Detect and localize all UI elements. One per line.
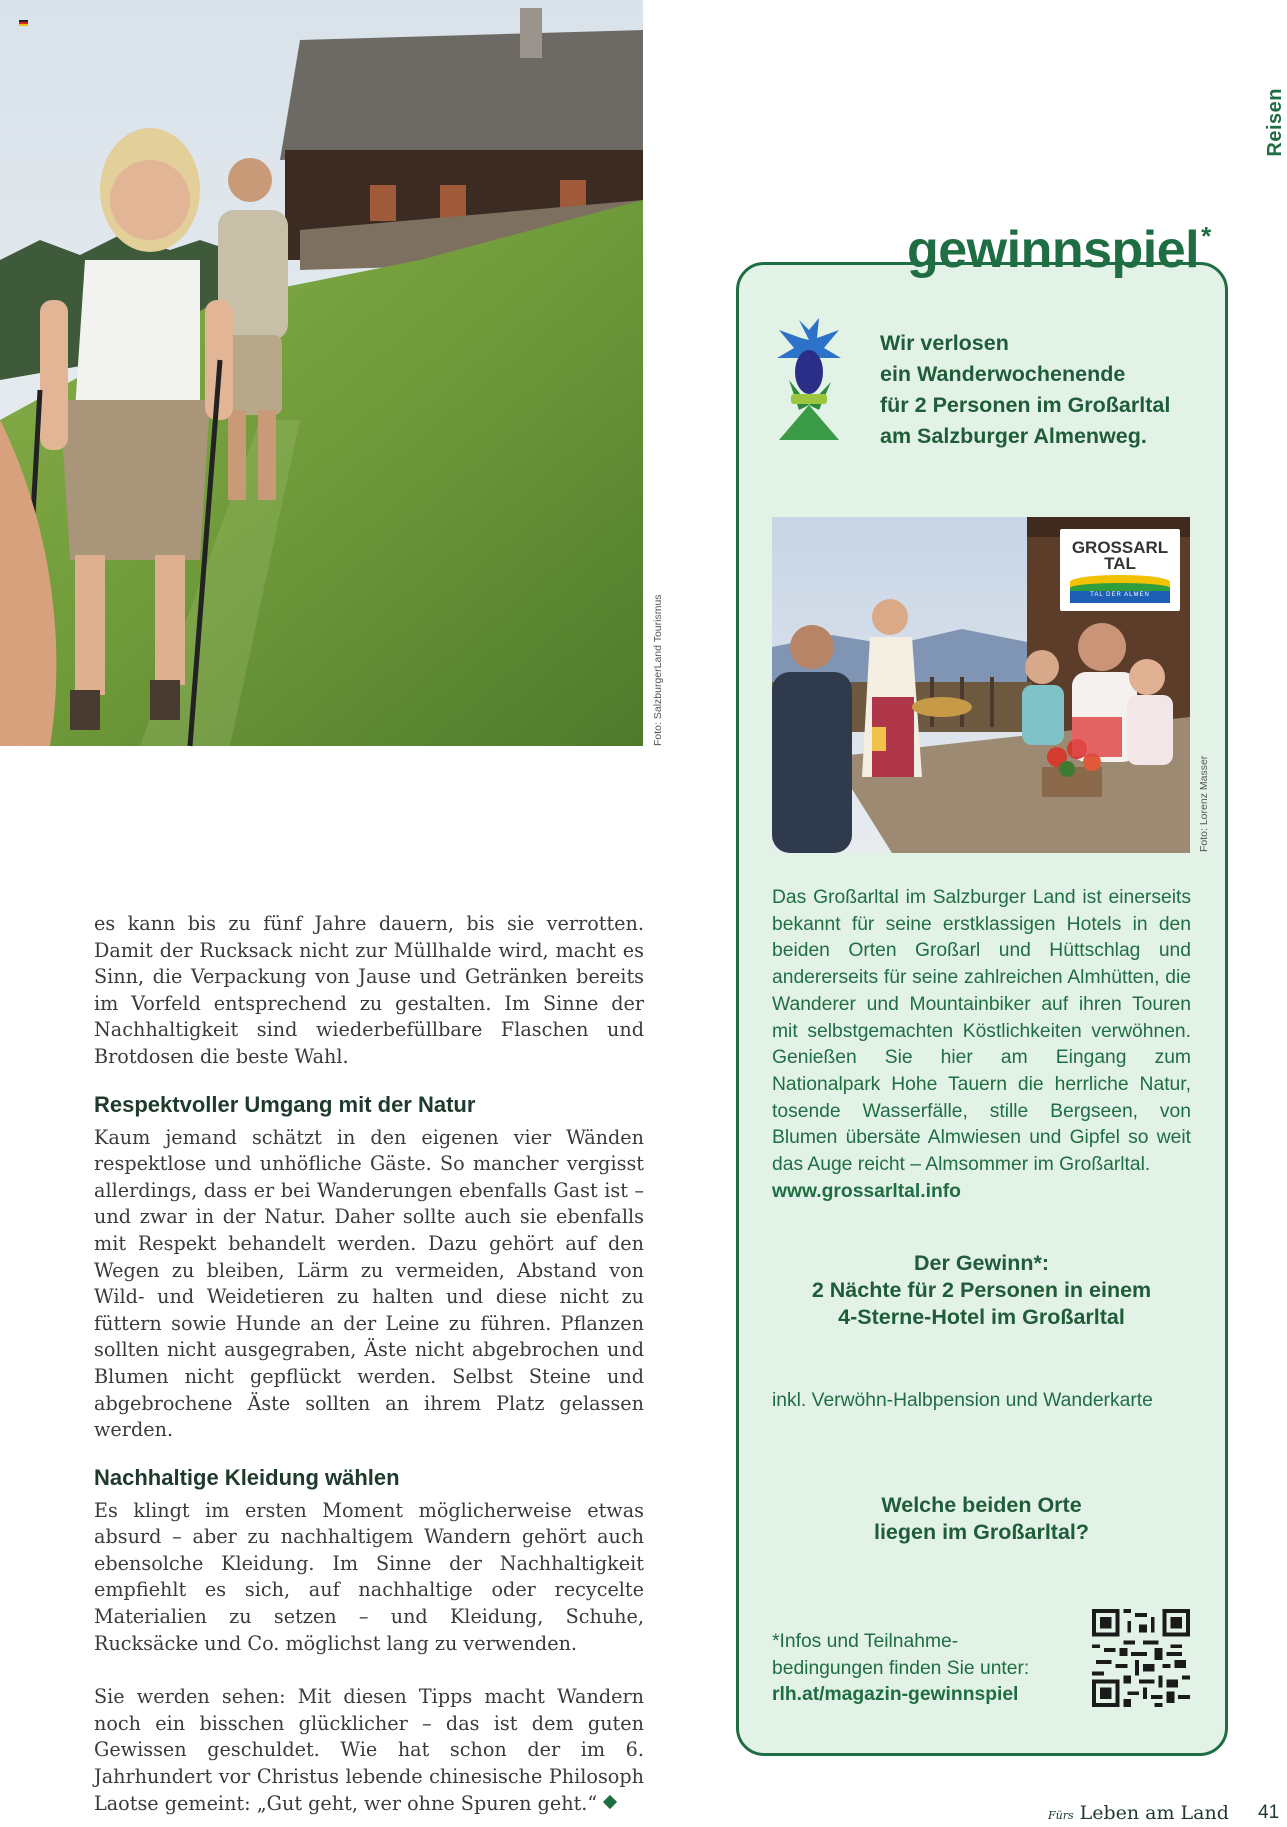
- article-heading: Nachhaltige Kleidung wählen: [94, 1464, 400, 1490]
- prize-line: Der Gewinn*:: [914, 1251, 1049, 1275]
- end-mark-icon: [603, 1795, 617, 1809]
- hero-photo-credit: Foto: SalzburgerLand Tourismus: [652, 594, 664, 746]
- logo-tagline: TAL DER ALMEN: [1090, 592, 1150, 598]
- terms-line: bedingungen finden Sie unter:: [772, 1657, 1030, 1679]
- page-number: 41: [1258, 1802, 1280, 1823]
- terms-line: *Infos und Teilnahme-: [772, 1631, 959, 1652]
- gentian-flower-icon: [769, 310, 849, 450]
- prize-intro-line: Wir verlosen: [880, 331, 1009, 355]
- question-line: liegen im Großarltal?: [873, 1520, 1090, 1544]
- grossarltal-logo: [1060, 529, 1180, 611]
- article-closing-text: Sie werden sehen: Mit diesen Tipps macht Wandern noch ein bisschen glücklicher – das ist dem guten Gewissen geschuldet. Wie hat schon der im 6. Jahrhundert vor Christus lebende chinesische Philosoph Laotse gemeint: „Gut geht, wer ohne Spuren geht.“: [94, 1685, 644, 1815]
- contest-photo-credit: Foto: Lorenz Masser: [1198, 755, 1210, 852]
- prize-intro-line: ein Wanderwochenende: [880, 362, 1126, 386]
- prize-line: 4-Sterne-Hotel im Großarltal: [838, 1305, 1125, 1329]
- contest-question: [772, 1492, 1191, 1546]
- prize-intro-line: am Salzburger Almenweg.: [880, 424, 1147, 448]
- contest-description-text: Das Großarltal im Salzburger Land ist einerseits bekannt für seine erstklassigen Hotels in den beiden Orten Großarl und Hüttschlag und andererseits für seine zahlreichen Almhütten, die Wanderer und Mountainbiker auf ihren Touren mit selbstgemachten Köstlichkeiten verwöhnen. Genießen Sie hier am Eingang zum Nationalpark Hohe Tauern die herrliche Natur, tosende Wasserfälle, stille Bergseen, von Blumen übersäte Almwiesen und Gipfel so weit das Auge reicht – Almsommer im Großarltal.: [772, 887, 1191, 1176]
- prize-block: [772, 1250, 1191, 1331]
- hikers-photo: [0, 0, 643, 746]
- article-paragraph: es kann bis zu fünf Jahre dauern, bis sie verrotten. Damit der Rucksack nicht zur Müllhalde wird, macht es Sinn, die Verpackung von Jause und Getränken bereits im Vorfeld entsprechend zu gestalten. Im Sinne der Nachhaltigkeit sind wiederbefüllbare Flaschen und Brotdosen die beste Wahl.: [94, 912, 644, 1068]
- article-column: [94, 911, 644, 1817]
- magazine-brand: [1048, 1802, 1229, 1824]
- grossarltal-website-link[interactable]: www.grossarltal.info: [772, 1180, 961, 1202]
- article-paragraph-final: [94, 1684, 644, 1817]
- contest-terms-link[interactable]: rlh.at/magazin-gewinnspiel: [772, 1684, 1019, 1706]
- brand-prefix: Fürs: [1048, 1809, 1074, 1822]
- contest-title-mark: *: [1201, 221, 1211, 251]
- qr-code-icon[interactable]: [1092, 1609, 1190, 1707]
- contest-title: [907, 206, 1211, 280]
- question-line: Welche beiden Orte: [881, 1493, 1082, 1517]
- article-paragraph: Kaum jemand schätzt in den eigenen vier Wänden respektlose und unhöfliche Gäste. So mancher vergisst allerdings, dass er bei Wanderungen ebenfalls Gast ist – und zwar in der Natur. Daher sollte auch sie ebenfalls mit Respekt behandelt werden. Dazu gehört auf den Wegen zu bleiben, Lärm zu vermeiden, Abstand von Wild- und Weidetieren zu halten und diese nicht zu füttern sowie Hunde an der Leine zu führen. Pflanzen sollten nicht ausgegraben, Äste nicht abgebrochen und Blumen nicht gepflückt werden. Selbst Steine und abgebrochene Äste sollten an ihrem Platz gelassen werden.: [94, 1125, 644, 1442]
- prize-inclusive: inkl. Verwöhn-Halbpension und Wanderkarte: [772, 1390, 1153, 1411]
- brand-name: Leben am Land: [1079, 1802, 1229, 1824]
- contest-title-text: gewinnspiel: [907, 221, 1200, 279]
- terms-info: [772, 1629, 1072, 1709]
- flag-icon: [19, 20, 28, 26]
- prize-intro-line: für 2 Personen im Großarltal: [880, 393, 1171, 417]
- logo-line: TAL: [1104, 554, 1136, 573]
- article-heading: Respektvoller Umgang mit der Natur: [94, 1091, 476, 1117]
- contest-description: [772, 885, 1191, 1205]
- section-tag: Reisen: [1264, 88, 1286, 157]
- prize-intro: [880, 328, 1170, 452]
- prize-line: 2 Nächte für 2 Personen in einem: [811, 1278, 1152, 1302]
- logo-line: GROSSARL: [1071, 538, 1169, 557]
- article-paragraph: Es klingt im ersten Moment möglicherweise etwas absurd – aber zu nachhaltigem Wandern gehört auch ebensolche Kleidung. Im Sinne der Nachhaltigkeit empfiehlt es sich, auf nachhaltige oder recycelte Materialien zu setzen – und Kleidung, Schuhe, Rucksäcke und Co. möglichst lang zu verwenden.: [94, 1498, 644, 1655]
